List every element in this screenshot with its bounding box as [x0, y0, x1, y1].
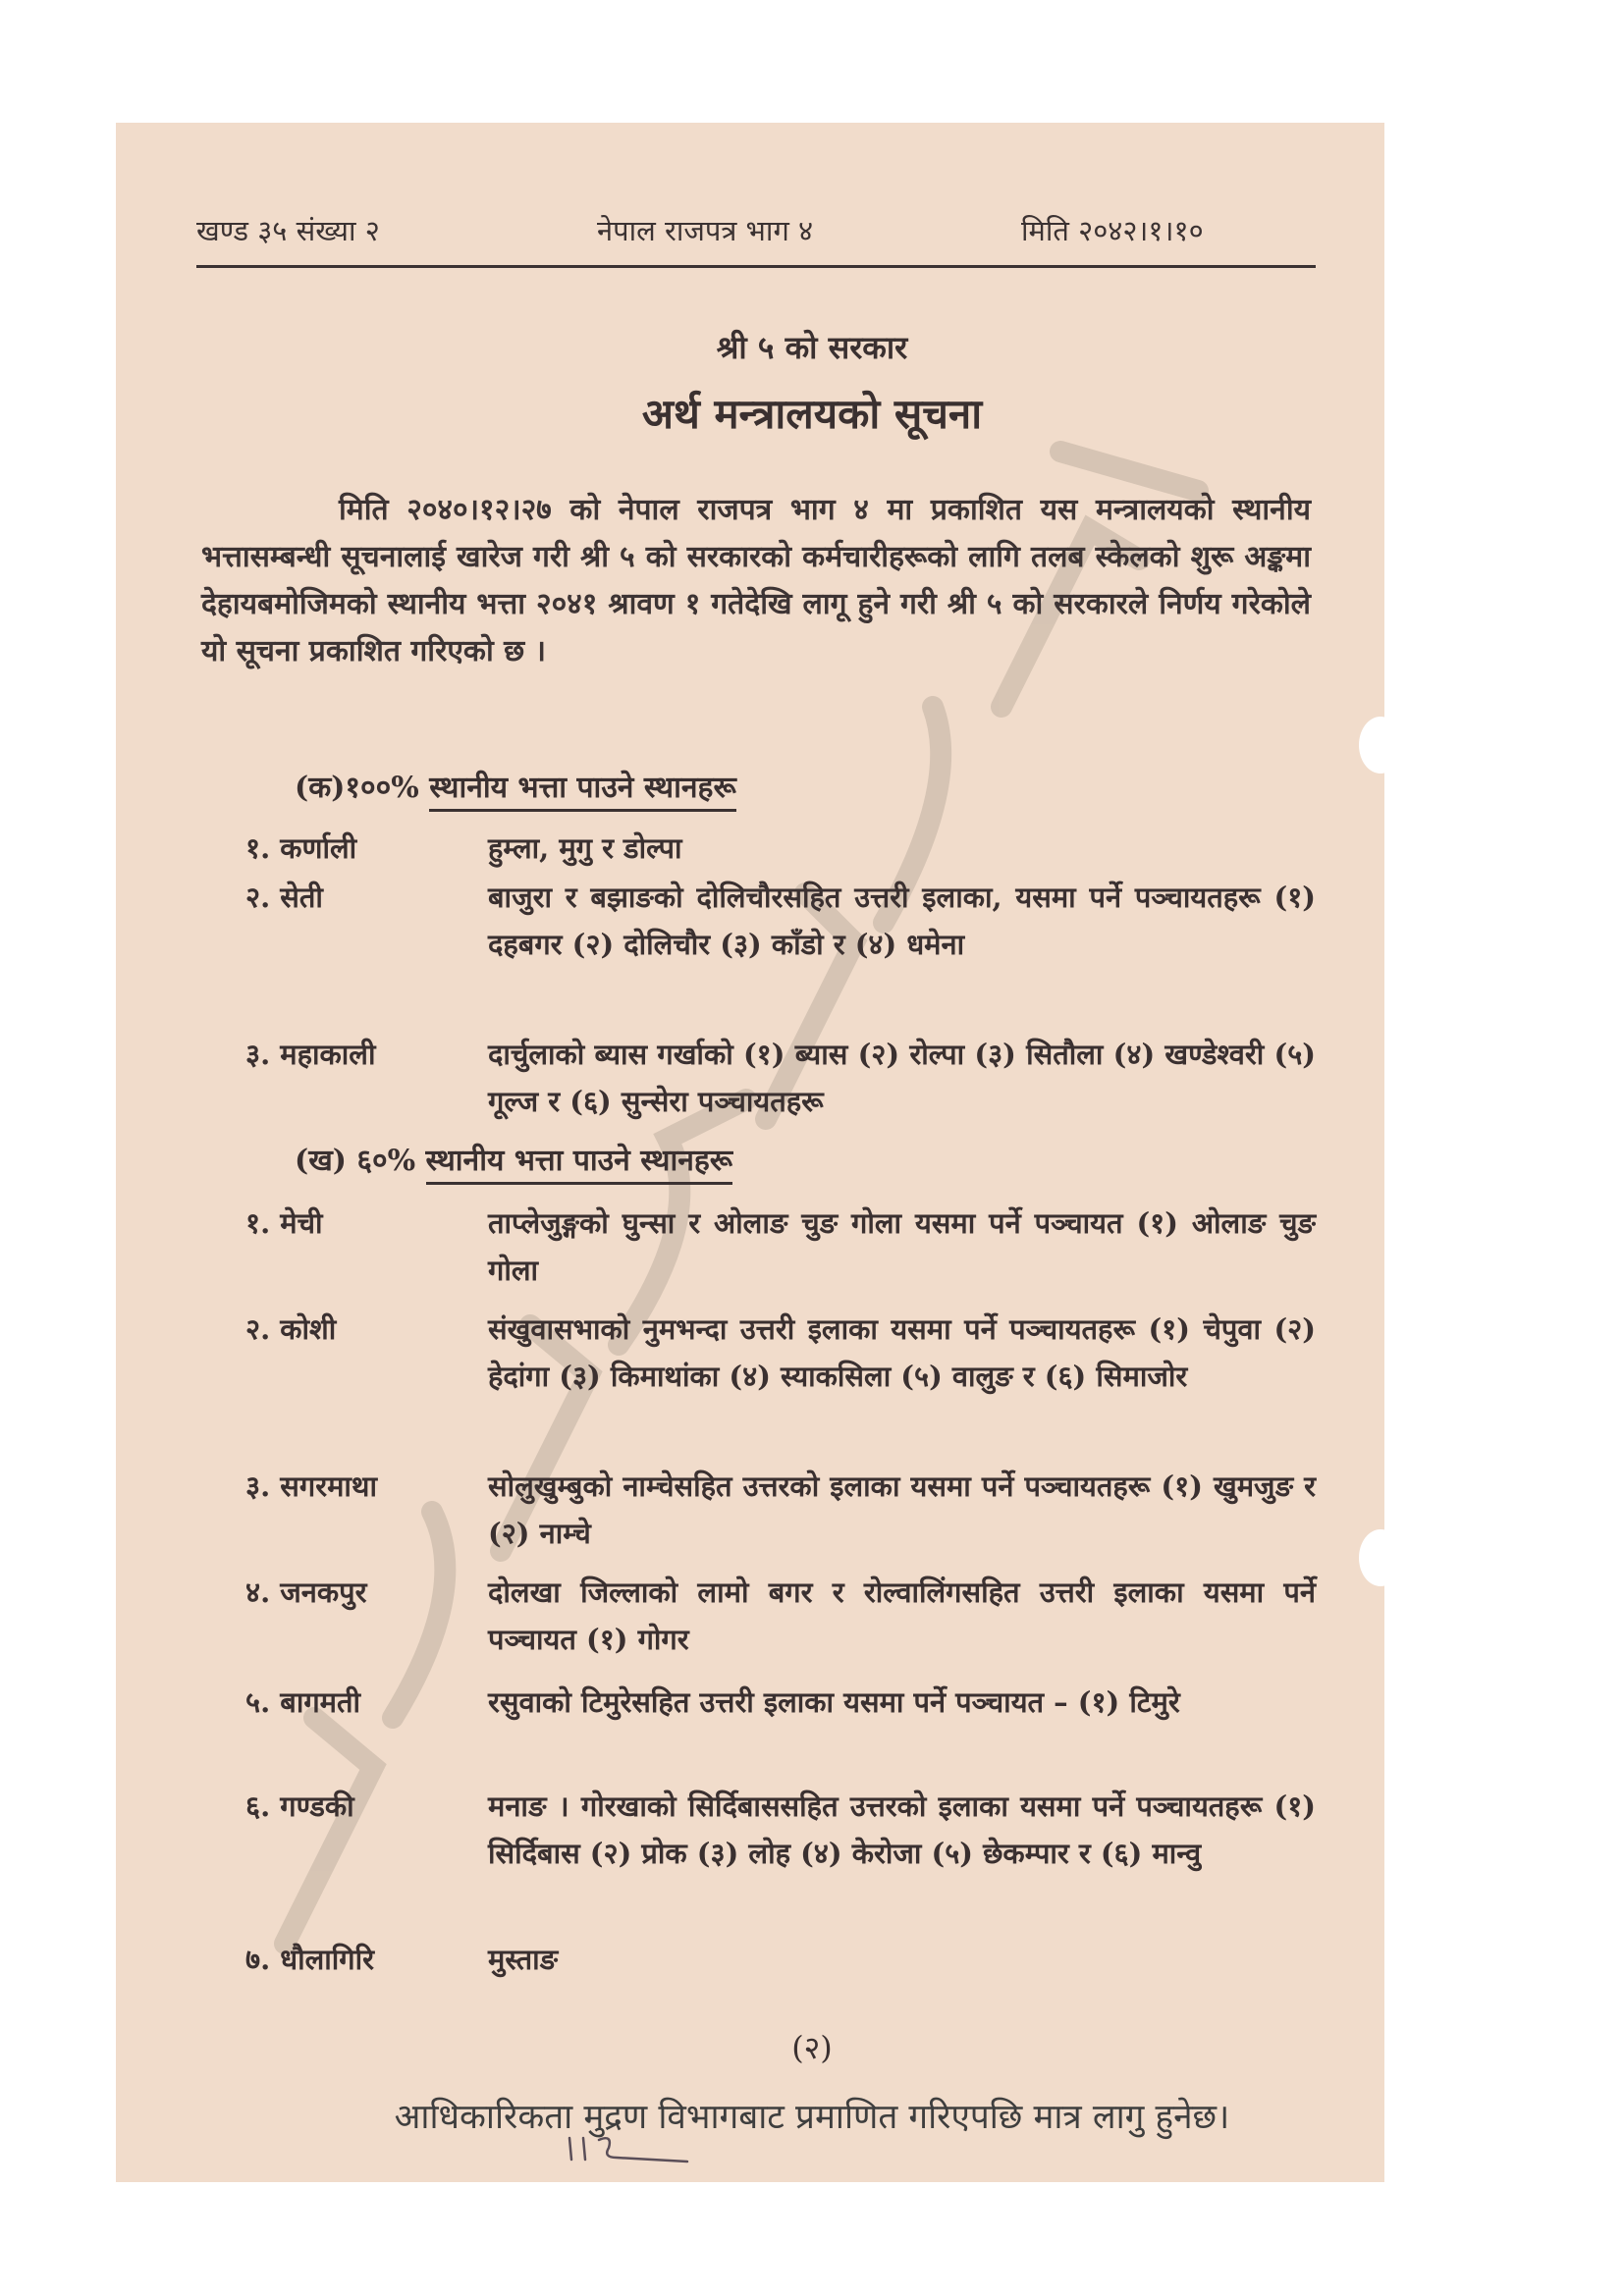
page-number: (२): [791, 2029, 833, 2066]
region-label: १. कर्णाली: [245, 831, 357, 865]
region-label: ३. सगरमाथा: [245, 1469, 377, 1503]
intro-paragraph: मिति २०४०।१२।२७ को नेपाल राजपत्र भाग ४ मा प्रकाशित यस मन्त्रालयको स्थानीय भत्तासम्बन्धी सूचनालाई खारेज गरी श्री ५ को सरकारको कर्मचारीहरूको लागि तलब स्केलको शुरू अङ्कमा देहायबमोजिमको स्थानीय भत्ता २०४१ श्रावण १ गतेदेखि लागू हुने गरी श्री ५ को सरकारले निर्णय गरेकोले यो सूचना प्रकाशित गरिएको छ ।: [201, 493, 1311, 668]
handwritten-note: [550, 2128, 746, 2167]
notice-title: अर्थ मन्त्रालयको सूचना: [641, 390, 983, 438]
volume-number: खण्ड ३५ संख्या २: [196, 214, 380, 247]
issue-date: मिति २०४२।१।१०: [1021, 214, 1204, 247]
region-label: ६. गण्डकी: [245, 1789, 354, 1823]
region-text: दार्चुलाको ब्यास गर्खाको (१) ब्यास (२) रोल्पा (३) सितौला (४) खण्डेश्वरी (५) गूल्ज र (६) सुन्सेरा पञ्चायतहरू: [488, 1038, 1316, 1118]
section-b-prefix: (ख) ६०%: [295, 1144, 416, 1178]
government-line: श्री ५ को सरकार: [716, 329, 908, 366]
section-a-title: स्थानीय भत्ता पाउने स्थानहरू: [429, 771, 736, 812]
section-b-title: स्थानीय भत्ता पाउने स्थानहरू: [426, 1144, 733, 1185]
region-label: ५. बागमती: [245, 1685, 361, 1719]
region-text: हुम्ला, मुगु र डोल्पा: [488, 831, 682, 865]
region-text: मुस्ताङ: [488, 1943, 559, 1976]
gazette-name: नेपाल राजपत्र भाग ४: [597, 214, 814, 247]
header-rule: [196, 265, 1316, 268]
region-text: संखुवासभाको नुमभन्दा उत्तरी इलाका यसमा पर्ने पञ्चायतहरू (१) चेपुवा (२) हेदांगा (३) किमाथांका (४) स्याकसिला (५) वालुङ र (६) सिमाजोर: [488, 1312, 1316, 1393]
section-b-heading: [295, 1139, 732, 1179]
region-text: सोलुखुम्बुको नाम्चेसहित उत्तरको इलाका यसमा पर्ने पञ्चायतहरू (१) खुमजुङ र (२) नाम्चे: [488, 1469, 1316, 1550]
section-a-heading: [295, 766, 736, 806]
gazette-header: [196, 211, 1306, 250]
region-label: २. सेती: [245, 881, 323, 914]
punch-hole-bottom: [1359, 1529, 1402, 1586]
region-label: ७. धौलागिरि: [245, 1943, 375, 1976]
region-text: रसुवाको टिमुरेसहित उत्तरी इलाका यसमा पर्ने पञ्चायत – (१) टिमुरे: [488, 1685, 1180, 1719]
region-text: ताप्लेजुङ्गको घुन्सा र ओलाङ चुङ गोला यसमा पर्ने पञ्चायत (१) ओलाङ चुङ गोला: [488, 1206, 1316, 1287]
region-text: मनाङ । गोरखाको सिर्दिबाससहित उत्तरको इलाका यसमा पर्ने पञ्चायतहरू (१) सिर्दिबास (२) प्रोक (३) लोह (४) केरोजा (५) छेकम्पार र (६) मान्वु: [488, 1789, 1316, 1870]
section-a-prefix: (क)१००%: [295, 771, 419, 805]
authentication-footer: आधिकारिकता मुद्रण विभागबाट प्रमाणित गरिएपछि मात्र लागु हुनेछ।: [394, 2098, 1230, 2137]
region-label: ३. महाकाली: [245, 1038, 376, 1071]
punch-hole-top: [1359, 717, 1402, 774]
region-text: बाजुरा र बझाङको दोलिचौरसहित उत्तरी इलाका, यसमा पर्ने पञ्चायतहरू (१) दहबगर (२) दोलिचौर (३) काँडो र (४) धमेना: [488, 881, 1316, 961]
region-label: १. मेची: [245, 1206, 323, 1240]
region-text: दोलखा जिल्लाको लामो बगर र रोल्वालिंगसहित उत्तरी इलाका यसमा पर्ने पञ्चायत (१) गोगर: [488, 1575, 1316, 1656]
region-label: २. कोशी: [245, 1312, 337, 1346]
region-label: ४. जनकपुर: [245, 1575, 367, 1609]
